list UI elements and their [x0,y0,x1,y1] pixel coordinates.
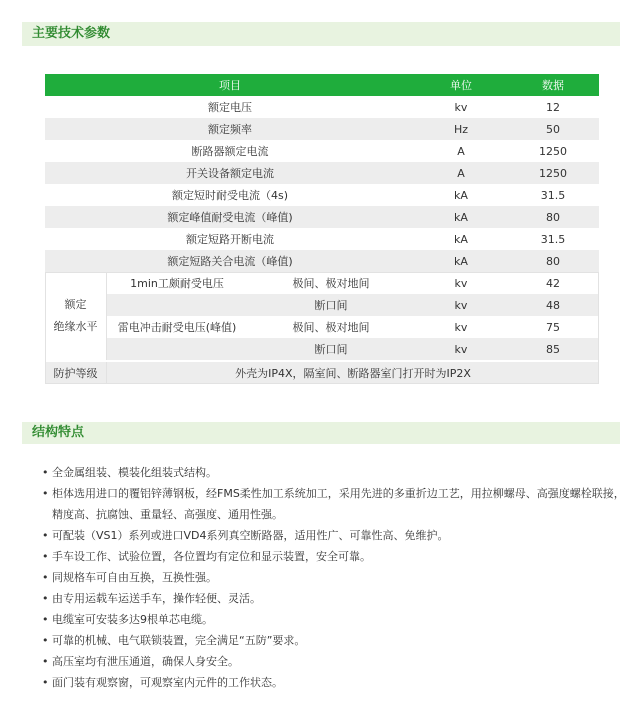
row-value: 42 [546,276,560,290]
row-unit: kv [454,276,468,290]
insulation-category: 雷电冲击耐受电压(峰值) [117,321,237,334]
bullet-icon: • [42,529,49,542]
row-unit: kv [454,342,468,356]
insulation-label-line2: 绝缘水平 [53,320,98,333]
bullet-icon: • [42,487,49,500]
insulation-sub: 断口间 [314,343,348,356]
row-item: 额定峰值耐受电流（峰值) [167,211,293,224]
protection-value: 外壳为IP4X，隔室间、断路器室门打开时为IP2X [235,367,471,380]
list-item: • 柜体选用进口的覆铝锌薄钢板，经FMS柔性加工系统加工，采用先进的多重折边工艺，用拉柳螺母、高强度螺栓联接， [42,483,632,504]
list-item: • 手车设工作、试验位置，各位置均有定位和显示装置，安全可靠。 [42,546,632,567]
row-value: 80 [546,254,560,268]
bullet-icon: • [42,550,49,563]
insulation-group-label [45,272,107,360]
row-unit: kA [454,210,468,224]
insulation-sub: 极间、极对地间 [292,321,370,334]
row-value: 31.5 [540,188,566,202]
list-item: • 电缆室可安装多达9根单芯电缆。 [42,609,632,630]
bullet-icon: • [42,571,49,584]
row-unit: A [457,144,465,158]
section-title-features: 结构特点 [22,422,620,444]
bullet-icon: • [42,592,49,605]
header-value: 数据 [542,79,564,92]
row-unit: A [457,166,465,180]
row-unit: kA [454,188,468,202]
protection-label: 防护等级 [45,362,107,384]
bullet-icon: • [42,634,49,647]
row-unit: kv [454,320,468,334]
row-value: 85 [546,342,560,356]
row-value: 12 [546,100,560,114]
list-item: • 面门装有观察窗，可观察室内元件的工作状态。 [42,672,632,693]
insulation-sub: 极间、极对地间 [292,277,370,290]
list-item: • 同规格车可自由互换，互换性强。 [42,567,632,588]
list-item: • 由专用运载车运送手车，操作轻便、灵活。 [42,588,632,609]
row-item: 额定短时耐受电流（4s) [171,189,289,202]
list-item: • 全金属组装、模装化组装式结构。 [42,462,632,483]
insulation-label-line1: 额定 [64,298,87,311]
row-unit: kv [454,100,468,114]
specs-table [45,74,599,386]
bullet-icon: • [42,613,49,626]
bullet-icon: • [42,466,49,479]
row-value: 80 [546,210,560,224]
insulation-category: 1min工颇耐受电压 [130,277,224,290]
row-unit: Hz [453,122,469,136]
row-unit: kv [454,298,468,312]
row-item: 额定短路关合电流（峰值) [167,255,293,268]
row-value: 75 [546,320,560,334]
list-item-continuation: 精度高、抗腐蚀、重量轻、高强度、通用性强。 [52,508,283,521]
section-title-specs: 主要技术参数 [22,22,620,46]
row-item: 断路器额定电流 [191,145,269,158]
header-item: 项目 [219,79,241,92]
insulation-sub: 断口间 [314,299,348,312]
row-value: 1250 [539,166,567,180]
row-item: 额定频率 [208,123,252,136]
header-unit: 单位 [450,79,472,92]
bullet-icon: • [42,655,49,668]
bullet-icon: • [42,676,49,689]
row-item: 额定短路开断电流 [186,233,274,246]
row-item: 开关设备额定电流 [186,167,274,180]
row-value: 48 [546,298,560,312]
row-value: 1250 [539,144,567,158]
list-item: • 高压室均有泄压通道，确保人身安全。 [42,651,632,672]
features-list [42,462,632,693]
row-value: 50 [546,122,560,136]
row-item: 额定电压 [208,101,252,114]
list-item: • 可靠的机械、电气联锁装置，完全满足“五防”要求。 [42,630,632,651]
row-unit: kA [454,232,468,246]
list-item: • 可配装（VS1）系列或进口VD4系列真空断路器，适用性广、可靠性高、免维护。 [42,525,632,546]
row-value: 31.5 [540,232,566,246]
row-unit: kA [454,254,468,268]
